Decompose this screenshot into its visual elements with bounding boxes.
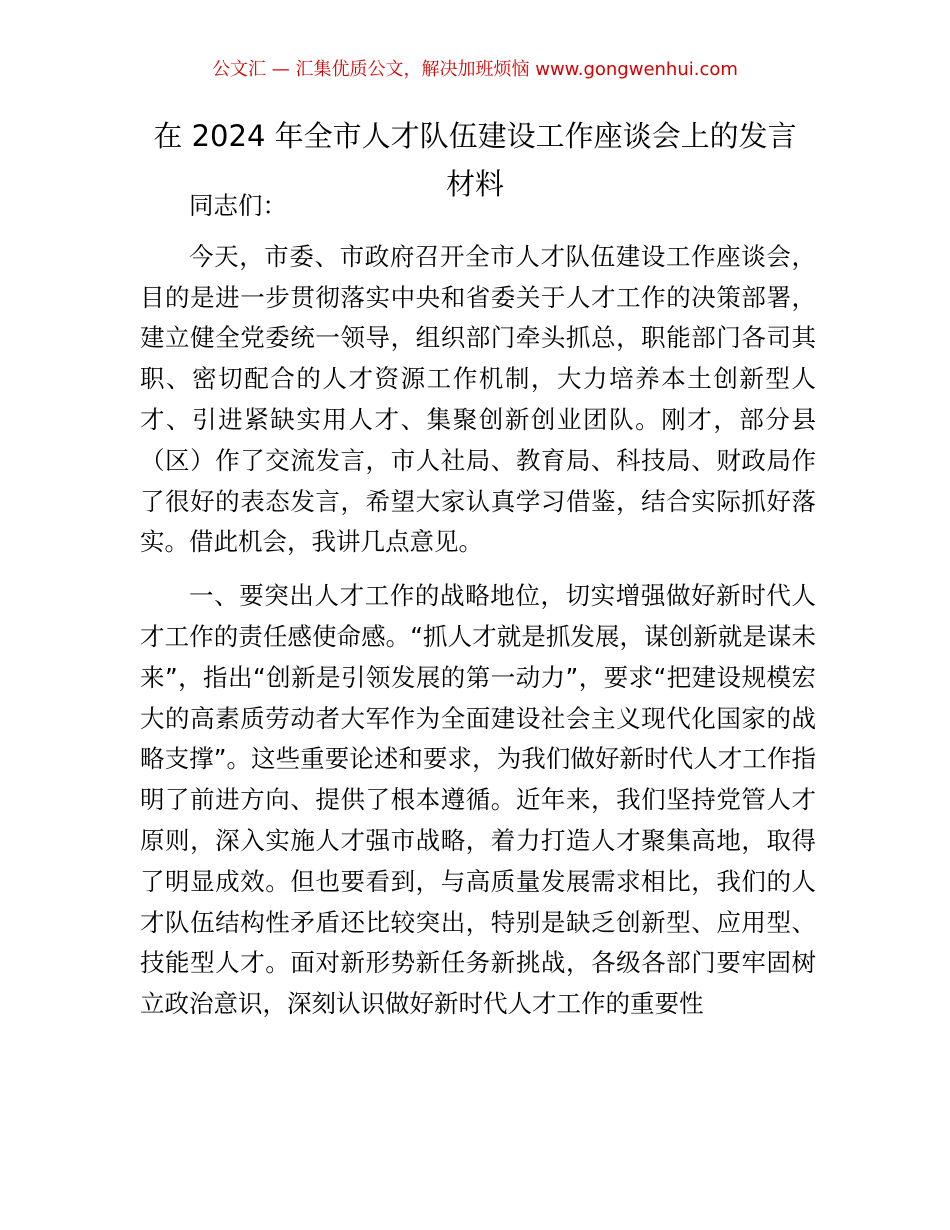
- site-banner: 公文汇 — 汇集优质公文，解决加班烦恼 www.gongwenhui.com: [212, 59, 738, 80]
- paragraph-intro: 今天，市委、市政府召开全市人才队伍建设工作座谈会，目的是进一步贯彻落实中央和省委关于人才工作的决策部署，建立健全党委统一领导，组织部门牵头抓总，职能部门各司其职、密切配合的人才资源工作机制，大力培养本土创新型人才、引进紧缺实用人才、集聚创新创业团队。刚才，部分县（区）作了交流发言，市人社局、教育局、科技局、财政局作了很好的表态发言，希望大家认真学习借鉴，结合实际抓好落实。借此机会，我讲几点意见。: [140, 241, 816, 557]
- salutation: 同志们：: [189, 191, 287, 220]
- paragraph-section-one: 一、要突出人才工作的战略地位，切实增强做好新时代人才工作的责任感使命感。“抓人才就是抓发展，谋创新就是谋未来”，指出“创新是引领发展的第一动力”，要求“把建设规模宏大的高素质劳动者大军作为全面建设社会主义现代化国家的战略支撑”。这些重要论述和要求，为我们做好新时代人才工作指明了前进方向、提供了根本遵循。近年来，我们坚持党管人才原则，深入实施人才强市战略，着力打造人才聚集高地，取得了明显成效。但也要看到，与高质量发展需求相比，我们的人才队伍结构性矛盾还比较突出，特别是缺乏创新型、应用型、技能型人才。面对新形势新任务新挑战，各级各部门要牢固树立政治意识，深刻认识做好新时代人才工作的重要性: [140, 581, 816, 1019]
- document-title: 在 2024 年全市人才队伍建设工作座谈会上的发言材料: [153, 119, 797, 201]
- document-body: [140, 186, 816, 1038]
